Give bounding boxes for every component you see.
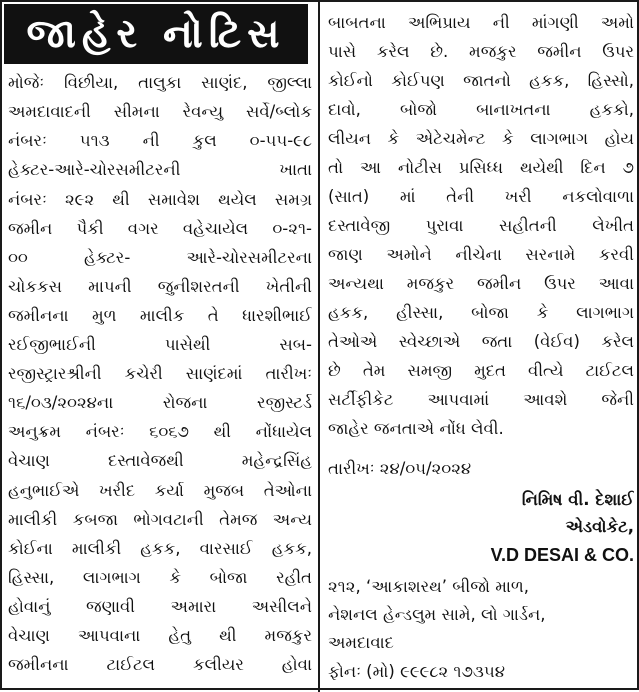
right-line: દસ્તાવેજી પુરાવા સહીતની લેખીત	[328, 216, 634, 235]
right-line: (સાત) માં તેની ખરી નકલોવાળા	[328, 187, 634, 206]
address-line: નેશનલ હેન્ડલુમ સામે, લો ગાર્ડન,	[328, 605, 546, 624]
right-line: લીયન કે એટેચમેન્ટ કે લાગભાગ હોય	[328, 129, 634, 148]
address-line: ૨૧૨, ‘આકાશરથ’ બીજો માળ,	[328, 577, 530, 596]
left-line: ૧૬/૦૩/૨૦૨૪ના રોજના રજીસ્ટર્ડ	[8, 393, 312, 412]
notice-date: તારીખઃ ૨૪/૦૫/૨૦૨૪	[328, 459, 472, 478]
right-line: તો આ નોટીસ પ્રસિધ્ધ થયેથી દિન ૭	[328, 158, 634, 177]
left-line: અમદાવાદની સીમના રેવન્યુ સર્વે/બ્લોક	[8, 102, 312, 121]
left-line: માલીકી કબજા ભોગવટાની તેમજ અન્ય	[8, 510, 312, 529]
left-line: હનુભાઈએ ખરીદ કર્યા મુજબ તેઓના	[8, 481, 312, 500]
left-line: અનુક્રમ નંબરઃ ૬૦૬૭ થી નોંધાયેલ	[8, 422, 312, 441]
right-line: કોઈનો કોઈપણ જાતનો હકક, હિસ્સો,	[328, 71, 634, 90]
left-line: હોવાનું જણાવી અમારા અસીલને	[8, 597, 312, 616]
left-line: જમીનના ટાઈટલ કલીયર હોવા	[8, 655, 312, 674]
left-line: વેચાણ દસ્તાવેજથી મહેન્દ્રસિંહ	[8, 451, 312, 470]
left-line: રઈજીભાઈની પાસેથી સબ-	[8, 335, 312, 354]
right-line: હકક, હીસ્સા, બોજા કે લાગભાગ	[328, 303, 634, 322]
left-line: હેક્ટર-આરે-ચોરસમીટરની ખાતા	[8, 160, 312, 179]
left-line: ૦૦ હેક્ટર- આરે-ચોરસમીટરના	[8, 248, 312, 267]
left-line: રજીસ્ટ્રારશ્રીની કચેરી સાણંદમાં તારીખઃ	[8, 364, 312, 383]
right-line: જાણ અમોને નીચેના સરનામે કરવી	[328, 245, 634, 264]
phone-number: ફોનઃ (મો) ૯૯૯૮૨ ૧૭૩૫૪	[328, 662, 505, 681]
left-line: જમીન પૈકી વગર વહેચાયેલ ૦-૨૧-	[8, 219, 312, 238]
right-line: અન્યથા મજકુર જમીન ઉપર આવા	[328, 274, 634, 293]
right-line: દાવો, બોજો બાનાખતના હકકો,	[328, 100, 634, 119]
left-line: કોઈના માલીકી હકક, વારસાઈ હકક,	[8, 539, 312, 558]
right-line: બાબતના અભિપ્રાય ની માંગણી અમો	[328, 13, 634, 32]
left-column	[8, 2, 312, 688]
left-line: હિસ્સા, લાગભાગ કે બોજા રહીત	[8, 568, 312, 587]
left-line: નંબરઃ ૫૧૩ ની કુલ ૦-૫૫-૯૮	[8, 131, 312, 150]
column-divider	[318, 2, 320, 692]
right-line: સર્ટીફીકેટ આપવામાં આવશે જેની	[328, 390, 634, 409]
signatory-name: નિમિષ વી. દેશાઈ	[521, 490, 634, 509]
right-line: છે તેમ સમજી મુદત વીત્યે ટાઈટલ	[328, 361, 634, 380]
address-line: અમદાવાદ	[328, 633, 394, 652]
left-line: મોજેઃ વિછીયા, તાલુકા સાણંદ, જીલ્લા	[8, 73, 312, 92]
right-line: જાહેર જનતાએ નોંધ લેવી.	[328, 419, 504, 438]
left-line: વેચાણ આપવાના હેતુ થી મજકુર	[8, 626, 312, 645]
signatory-designation: એડવોકેટ,	[565, 517, 634, 536]
left-line: ચોકકસ માપની જુનીશરતની ખેતીની	[8, 277, 312, 296]
right-line: તેઓએ સ્વેચ્છાએ જતા (વેઈવ) કરેલ	[328, 332, 634, 351]
left-line: નંબરઃ ૨૯૨ થી સમાવેશ થયેલ સમગ્ર	[8, 190, 312, 209]
right-line: પાસે કરેલ છે. મજકુર જમીન ઉપર	[328, 42, 634, 61]
firm-name: V.D DESAI & CO.	[490, 545, 634, 565]
right-column	[328, 2, 634, 688]
notice-title: જાહેર નોટિસ	[4, 4, 308, 64]
left-line: જમીનના મુળ માલીક તે ધારશીભાઈ	[8, 306, 312, 325]
